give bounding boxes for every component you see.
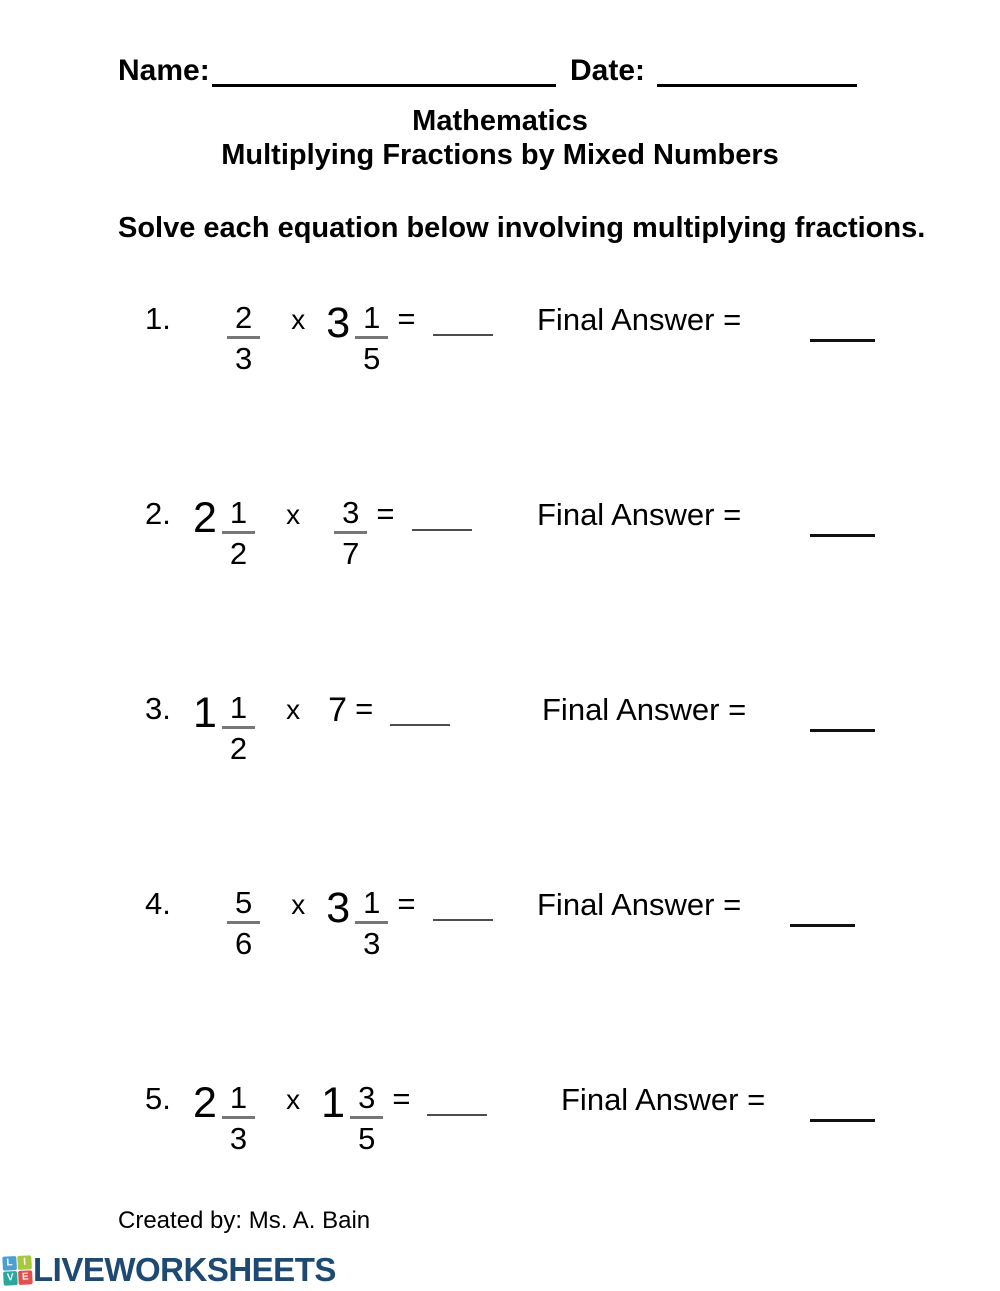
- fraction-numerator: 1: [355, 301, 388, 339]
- fraction-denominator: 6: [235, 926, 253, 961]
- fraction-denominator: 5: [363, 341, 381, 376]
- fraction-numerator: 1: [355, 886, 388, 924]
- fraction: [350, 1081, 383, 1155]
- operand: [193, 496, 255, 570]
- operand: [326, 886, 388, 960]
- problem-row: [0, 691, 1000, 783]
- fraction-numerator: 1: [222, 1081, 255, 1119]
- date-label: Date:: [569, 54, 645, 87]
- fraction-numerator: 1: [222, 691, 255, 729]
- instructions-text: Solve each equation below involving multiplying fractions.: [118, 212, 926, 244]
- operand: [328, 691, 346, 729]
- equals-sign: =: [392, 1081, 411, 1116]
- whole-number: 3: [326, 884, 350, 932]
- equals-sign: =: [397, 886, 416, 921]
- fraction: [222, 691, 255, 765]
- operand: [321, 1081, 383, 1155]
- final-answer-blank[interactable]: [810, 499, 875, 537]
- final-answer-blank[interactable]: [810, 304, 875, 342]
- problem-row: [0, 301, 1000, 393]
- equation-answer-blank[interactable]: [433, 886, 493, 921]
- liveworksheets-icon: [2, 1255, 32, 1285]
- problem-number: 3.: [145, 691, 171, 726]
- problem-number: 5.: [145, 1081, 171, 1116]
- final-answer-blank[interactable]: [810, 694, 875, 732]
- fraction-denominator: 3: [363, 926, 381, 961]
- multiplication-sign: x: [286, 694, 301, 725]
- operand: [328, 496, 367, 570]
- equation-answer-blank[interactable]: [433, 301, 493, 336]
- multiplication-sign: x: [291, 304, 306, 335]
- final-answer-blank[interactable]: [790, 889, 855, 927]
- logo-tile-v: V: [3, 1271, 18, 1286]
- final-answer-label: Final Answer =: [537, 497, 742, 532]
- equation: [145, 496, 472, 570]
- fraction-denominator: 3: [229, 1121, 248, 1156]
- name-blank-line: [212, 56, 556, 87]
- equation-answer-blank[interactable]: [427, 1081, 487, 1116]
- created-by-text: Created by: Ms. A. Bain: [118, 1207, 371, 1234]
- equation: [145, 691, 450, 765]
- liveworksheets-logo[interactable]: [3, 1251, 336, 1288]
- problem-number: 4.: [145, 886, 171, 921]
- fraction-denominator: 2: [229, 536, 248, 571]
- worksheet-title: Multiplying Fractions by Mixed Numbers: [221, 139, 779, 171]
- equation: [145, 301, 493, 375]
- problem-row: [0, 886, 1000, 978]
- multiplication-sign: x: [286, 1084, 301, 1115]
- equation: [145, 1081, 487, 1155]
- equation-answer-blank[interactable]: [390, 691, 450, 726]
- equation: [145, 886, 493, 960]
- name-date-row: [118, 55, 857, 87]
- fraction-numerator: 3: [334, 496, 367, 534]
- final-answer-label: Final Answer =: [561, 1082, 766, 1117]
- logo-tile-l: L: [2, 1256, 17, 1271]
- operand: [221, 301, 260, 375]
- fraction: [227, 886, 260, 960]
- fraction-denominator: 5: [358, 1121, 376, 1156]
- fraction-denominator: 7: [342, 536, 360, 571]
- whole-number: 3: [326, 299, 350, 347]
- whole-number: 2: [193, 1079, 216, 1127]
- final-answer-label: Final Answer =: [542, 692, 747, 727]
- operand: [221, 886, 260, 960]
- equation-answer-blank[interactable]: [412, 496, 472, 531]
- whole-number: 1: [321, 1079, 345, 1127]
- whole-number: 2: [193, 494, 216, 542]
- fraction-numerator: 5: [227, 886, 260, 924]
- fraction: [334, 496, 367, 570]
- operand: [326, 301, 388, 375]
- fraction: [222, 1081, 255, 1155]
- operand: [193, 1081, 255, 1155]
- logo-tile-i: I: [17, 1255, 32, 1270]
- name-label: Name:: [118, 54, 210, 87]
- fraction: [355, 886, 388, 960]
- fraction: [222, 496, 255, 570]
- multiplication-sign: x: [286, 499, 301, 530]
- final-answer-label: Final Answer =: [537, 302, 742, 337]
- operand: [193, 691, 255, 765]
- date-blank-line: [657, 56, 857, 87]
- problem-row: [0, 1081, 1000, 1173]
- liveworksheets-wordmark: LIVEWORKSHEETS: [33, 1251, 336, 1288]
- fraction-numerator: 1: [222, 496, 255, 534]
- title-block: [0, 107, 1000, 169]
- equals-sign: =: [397, 301, 416, 336]
- fraction-numerator: 3: [350, 1081, 383, 1119]
- whole-number: 1: [193, 689, 216, 737]
- fraction-denominator: 3: [235, 341, 253, 376]
- equals-sign: =: [355, 691, 374, 726]
- worksheet-subject: Mathematics: [412, 105, 588, 137]
- fraction-numerator: 2: [227, 301, 260, 339]
- multiplication-sign: x: [291, 889, 306, 920]
- fraction-denominator: 2: [229, 731, 248, 766]
- whole-number: 7: [328, 691, 347, 729]
- fraction: [355, 301, 388, 375]
- equals-sign: =: [376, 496, 395, 531]
- final-answer-label: Final Answer =: [537, 887, 742, 922]
- problem-number: 1.: [145, 301, 171, 336]
- problem-number: 2.: [145, 496, 171, 531]
- problem-row: [0, 496, 1000, 588]
- logo-tile-e: E: [18, 1270, 33, 1285]
- fraction: [227, 301, 260, 375]
- final-answer-blank[interactable]: [810, 1084, 875, 1122]
